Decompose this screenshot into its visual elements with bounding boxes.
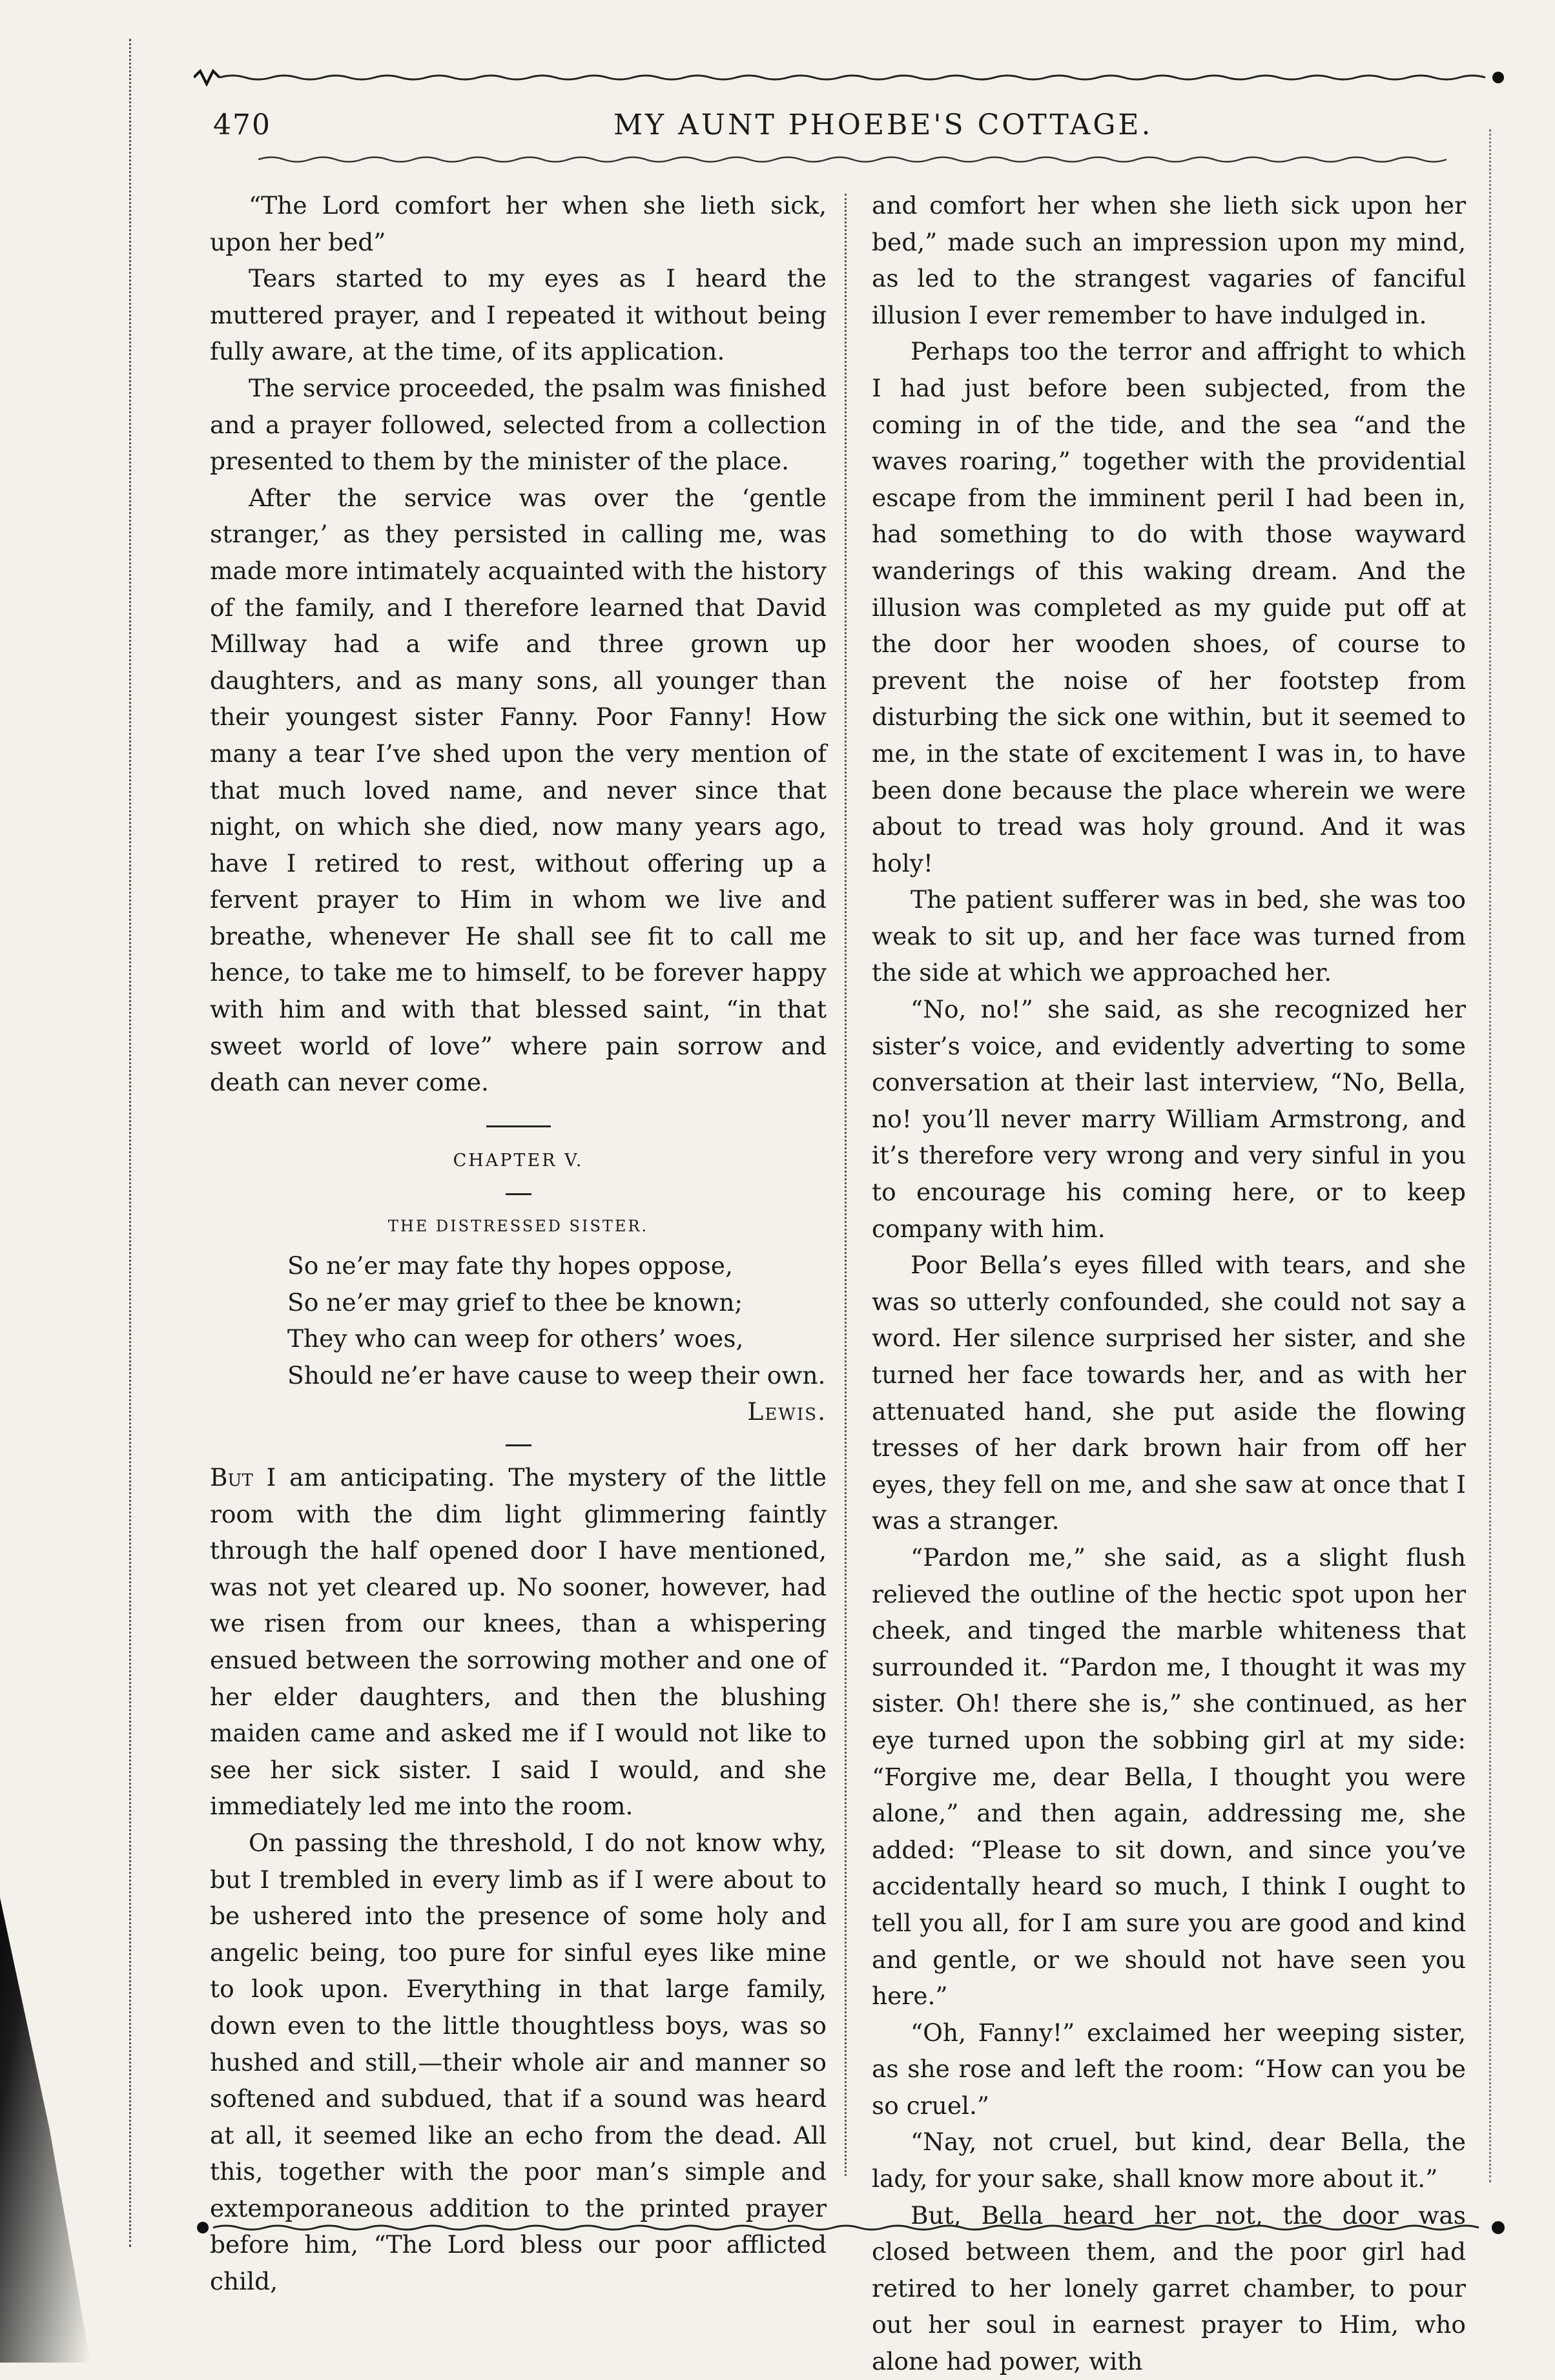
paragraph: The service proceeded, the psalm was finished and a prayer followed, selected from a collection presented to them by the minister of the place.: [210, 373, 827, 476]
chapter-rule: [506, 1193, 531, 1195]
header-ornamental-rule: [258, 150, 1472, 176]
page-number: 470: [213, 108, 271, 141]
chapter-title: CHAPTER V.: [453, 1150, 584, 1171]
paragraph: Tears started to my eyes as I heard the muttered prayer, and I repeated it without being fully aware, at the time, of its application.: [210, 264, 827, 366]
scan-shadow: [0, 1781, 90, 2363]
paragraph: [210, 1459, 827, 1825]
opening-word: But: [210, 1463, 253, 1492]
paragraph: Perhaps too the terror and affright to which I had just before been subjected, from the coming in of the tide, and the sea “and the waves roaring,” together with the providential escape from the imminent peril I had been in, had something to do with those wayward wanderings of this waking dream. And the illusion was completed as my guide put off at the door her wooden shoes, of course to prevent the noise of her footstep from disturbing the sick one within, but it seemed to me, in the state of excitement I was in, to have been done because the place wherein we were about to tread was holy ground. And it was holy!: [872, 337, 1466, 877]
epigraph-attribution: Lewis.: [747, 1397, 827, 1426]
section-rule: [486, 1125, 551, 1127]
paragraph: On passing the threshold, I do not know why, but I trembled in every limb as if I were about to be ushered into the presence of some holy and angelic being, too pure for sinful eyes like mine to look upon. Everything in that large family, down even to the little thoughtless boys, was so hushed and still,—their whole air and manner so softened and subdued, that if a sound was heard at all, it seemed like an echo from the dead. All this, together with the poor man’s simple and extemporaneous addition to the printed prayer before him, “The Lord bless our poor afflicted child,: [210, 1828, 827, 2296]
bottom-ornamental-rule: [194, 2215, 1518, 2241]
paragraph: After the service was over the ‘gentle stranger,’ as they persisted in calling me, was made more intimately acquainted with the history of the family, and I therefore learned that David Millway had a wife and three grown up daughters, and as many sons, all younger than their youngest sister Fanny. Poor Fanny! How many a tear I’ve shed upon the very mention of that much loved name, and never since that night, on which she died, now many years ago, have I retired to rest, without offering up a fervent prayer to Him in whom we live and breathe, whenever He shall see fit to call me hence, to take me to himself, to be forever happy with him and with that blessed saint, “in that sweet world of love” where pain sorrow and death can never come.: [210, 483, 827, 1097]
verse-line: So ne’er may fate thy hopes oppose,: [287, 1251, 733, 1280]
paragraph: “Nay, not cruel, but kind, dear Bella, the lady, for your sake, shall know more about it.”: [872, 2128, 1466, 2193]
paragraph: Poor Bella’s eyes filled with tears, and she was so utterly confounded, she could not say a word. Her silence surprised her sister, and she turned her face towards her, and as with her attenuated hand, she put aside the flowing tresses of her dark brown hair from off her eyes, they fell on me, and she saw at once that I was a stranger.: [872, 1251, 1466, 1535]
paragraph: “The Lord comfort her when she lieth sick, upon her bed”: [210, 191, 827, 256]
left-column: [210, 187, 827, 2300]
epigraph-rule: [506, 1444, 531, 1446]
paragraph: The patient sufferer was in bed, she was too weak to sit up, and her face was turned from the side at which we approached her.: [872, 885, 1466, 987]
epigraph-verse: [287, 1247, 827, 1393]
verse-line: Should ne’er have cause to weep their own.: [287, 1360, 826, 1390]
verse-line: So ne’er may grief to thee be known;: [287, 1287, 743, 1317]
right-margin-dots: [1489, 129, 1494, 2182]
right-column: [872, 187, 1466, 2380]
top-ornamental-rule: [194, 65, 1518, 90]
paragraph: “No, no!” she said, as she recognized her sister’s voice, and evidently adverting to some conversation at their last interview, “No, Bella, no! you’ll never marry William Armstrong, and it’s therefore very wrong and very sinful in you to encourage his coming here, or to keep company with him.: [872, 995, 1466, 1243]
paragraph: But, Bella heard her not, the door was closed between them, and the poor girl had retired to her lonely garret chamber, to pour out her soul in earnest prayer to Him, who alone had power, with: [872, 2200, 1466, 2376]
paragraph-text: I am anticipating. The mystery of the little room with the dim light glimmering faintly through the half opened door I have mentioned, was not yet cleared up. No sooner, however, had we risen from our knees, than a whispering ensued between the sorrowing mother and one of her elder daughters, and then the blushing maiden came and asked me if I would not like to see her sick sister. I said I would, and she immediately led me into the room.: [210, 1463, 827, 1821]
paragraph: “Oh, Fanny!” exclaimed her weeping sister, as she rose and left the room: “How can you be so cruel.”: [872, 2018, 1466, 2120]
column-divider: [845, 194, 849, 2176]
running-title: MY AUNT PHOEBE'S COTTAGE.: [613, 108, 1153, 141]
verse-line: They who can weep for others’ woes,: [287, 1324, 744, 1353]
left-margin-dots: [129, 39, 135, 2247]
chapter-subtitle: THE DISTRESSED SISTER.: [387, 1217, 649, 1236]
paragraph: and comfort her when she lieth sick upon her bed,” made such an impression upon my mind, as led to the strangest vagaries of fanciful illusion I ever remember to have indulged in.: [872, 191, 1466, 329]
paragraph: “Pardon me,” she said, as a slight flush relieved the outline of the hectic spot upon her cheek, and tinged the marble whiteness that surrounded it. “Pardon me, I thought it was my sister. Oh! there she is,” she continued, as her eye turned upon the sobbing girl at my side: “Forgive me, dear Bella, I thought you were alone,” and then again, addressing me, she added: “Please to sit down, and since you’ve accidentally heard so much, I think I ought to tell you all, for I am sure you are good and kind and gentle, or we should not have seen you here.”: [872, 1543, 1466, 2011]
